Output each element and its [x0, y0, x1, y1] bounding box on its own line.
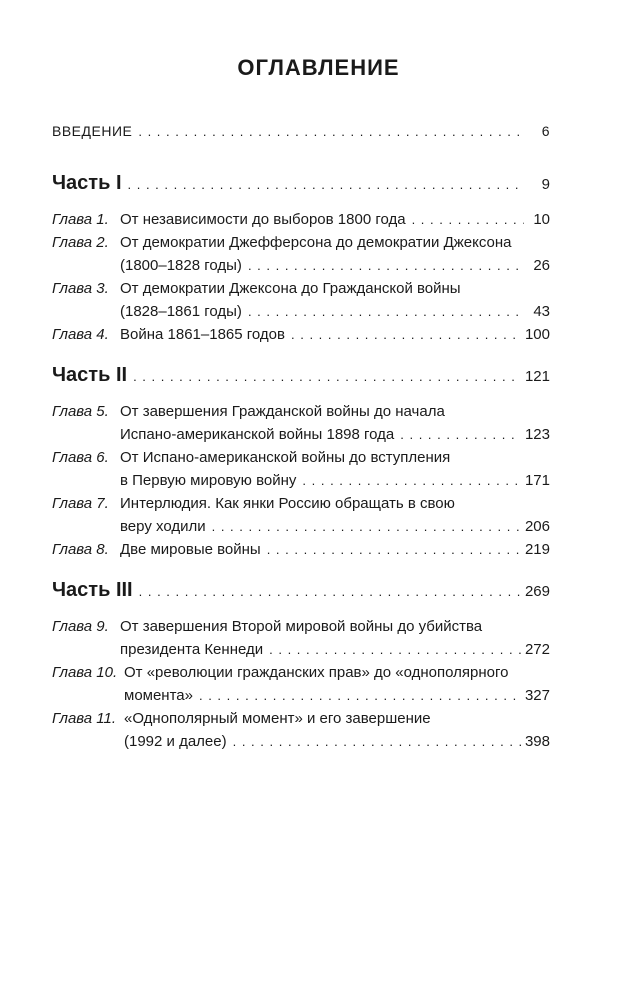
toc-chapter: [52, 661, 550, 707]
chapter-last-line: [120, 423, 550, 446]
toc-chapter: [52, 323, 550, 346]
page-number: 327: [524, 687, 550, 704]
page-number: 123: [524, 426, 550, 443]
entry-title: момента»: [124, 687, 193, 704]
toc-chapter: [52, 231, 550, 277]
chapter-last-line: [120, 300, 550, 323]
chapter-last-line: [124, 730, 550, 753]
chapter-last-line: [120, 469, 550, 492]
chapter-label: Глава 3.: [52, 280, 109, 297]
chapter-last-line: [124, 684, 550, 707]
page-number: 10: [533, 211, 550, 228]
dot-leader: [233, 730, 521, 753]
toc-intro: [52, 120, 550, 143]
entry-title: Часть III: [52, 579, 133, 601]
chapter-title-line: «Однополярный момент» и его завершение: [124, 710, 431, 727]
chapter-body: [120, 400, 550, 446]
toc-chapter: [52, 538, 550, 561]
dot-leader: [291, 323, 521, 346]
chapter-label: Глава 10.: [52, 664, 118, 681]
dot-leader: [139, 577, 521, 607]
page-number: 43: [533, 303, 550, 320]
entry-title: Часть I: [52, 172, 122, 194]
page-number: 9: [541, 176, 550, 193]
chapter-title-line: Интерлюдия. Как янки Россию обращать в свою: [120, 495, 455, 512]
entry-title: Часть II: [52, 364, 128, 386]
chapter-title-line: От «революции гражданских прав» до «однополярного: [124, 664, 509, 681]
entry-title: веру ходили: [120, 518, 206, 535]
toc-chapter: [52, 615, 550, 661]
chapter-label: Глава 1.: [52, 211, 109, 228]
toc-chapter: [52, 277, 550, 323]
chapter-title-line: От завершения Гражданской войны до начала: [120, 403, 445, 420]
page-number: 219: [524, 541, 550, 558]
chapter-last-line: [120, 538, 550, 561]
page-number: 100: [524, 326, 550, 343]
dot-leader: [267, 538, 521, 561]
chapter-last-line: [120, 323, 550, 346]
entry-title: (1800–1828 годы): [120, 257, 242, 274]
chapter-last-line: [120, 638, 550, 661]
page-number: 6: [541, 123, 550, 139]
chapter-label: Глава 7.: [52, 495, 109, 512]
dot-leader: [412, 208, 524, 231]
dot-leader: [248, 254, 524, 277]
page-number: 272: [524, 641, 550, 658]
page-number: 398: [524, 733, 550, 750]
chapter-label: Глава 2.: [52, 234, 109, 251]
toc-chapter: [52, 208, 550, 231]
chapter-title-line: От демократии Джексона до Гражданской войны: [120, 280, 461, 297]
chapter-title-line: От завершения Второй мировой войны до убийства: [120, 618, 483, 635]
dot-leader: [133, 362, 521, 392]
entry-title: (1992 и далее): [124, 733, 227, 750]
chapter-label: Глава 11.: [52, 710, 117, 727]
toc-chapter: [52, 400, 550, 446]
toc-chapter: [52, 707, 550, 753]
chapter-label: Глава 5.: [52, 403, 109, 420]
chapter-label: Глава 9.: [52, 618, 109, 635]
chapter-last-line: [120, 208, 550, 231]
page-number: 26: [533, 257, 550, 274]
dot-leader: [302, 469, 521, 492]
chapter-body: [120, 323, 550, 346]
toc-chapter: [52, 492, 550, 538]
chapter-body: [124, 661, 550, 707]
chapter-body: [120, 277, 550, 323]
toc-part: [52, 575, 550, 605]
dot-leader: [248, 300, 524, 323]
entry-title: в Первую мировую войну: [120, 472, 297, 489]
chapter-label: Глава 4.: [52, 326, 109, 343]
toc-part: [52, 360, 550, 390]
entry-title: Война 1861–1865 годов: [120, 326, 285, 343]
page-number: 121: [524, 368, 550, 385]
dot-leader: [269, 638, 521, 661]
entry-title: ВВЕДЕНИЕ: [52, 123, 133, 139]
entry-title: (1828–1861 годы): [120, 303, 242, 320]
dot-leader: [400, 423, 521, 446]
chapter-body: [124, 707, 550, 753]
chapter-label: Глава 6.: [52, 449, 109, 466]
chapter-title-line: От Испано-американской войны до вступления: [120, 449, 451, 466]
page-number: 171: [524, 472, 550, 489]
page-number: 206: [524, 518, 550, 535]
entry-title: От независимости до выборов 1800 года: [120, 211, 406, 228]
entry-title: Две мировые войны: [120, 541, 261, 558]
chapter-body: [120, 538, 550, 561]
page-title: ОГЛАВЛЕНИЕ: [237, 55, 400, 80]
chapter-body: [120, 231, 550, 277]
page-number: 269: [524, 583, 550, 600]
chapter-last-line: [120, 254, 550, 277]
entry-title: Испано-американской войны 1898 года: [120, 426, 395, 443]
chapter-last-line: [120, 515, 550, 538]
chapter-label: Глава 8.: [52, 541, 109, 558]
chapter-body: [120, 615, 550, 661]
dot-leader: [199, 684, 521, 707]
chapter-body: [120, 208, 550, 231]
dot-leader: [128, 170, 524, 200]
chapter-body: [120, 492, 550, 538]
toc-chapter: [52, 446, 550, 492]
dot-leader: [212, 515, 521, 538]
entry-title: президента Кеннеди: [120, 641, 264, 658]
chapter-body: [120, 446, 550, 492]
table-of-contents: [52, 120, 550, 753]
dot-leader: [138, 120, 524, 143]
toc-part: [52, 168, 550, 198]
chapter-title-line: От демократии Джефферсона до демократии Джексона: [120, 234, 512, 251]
